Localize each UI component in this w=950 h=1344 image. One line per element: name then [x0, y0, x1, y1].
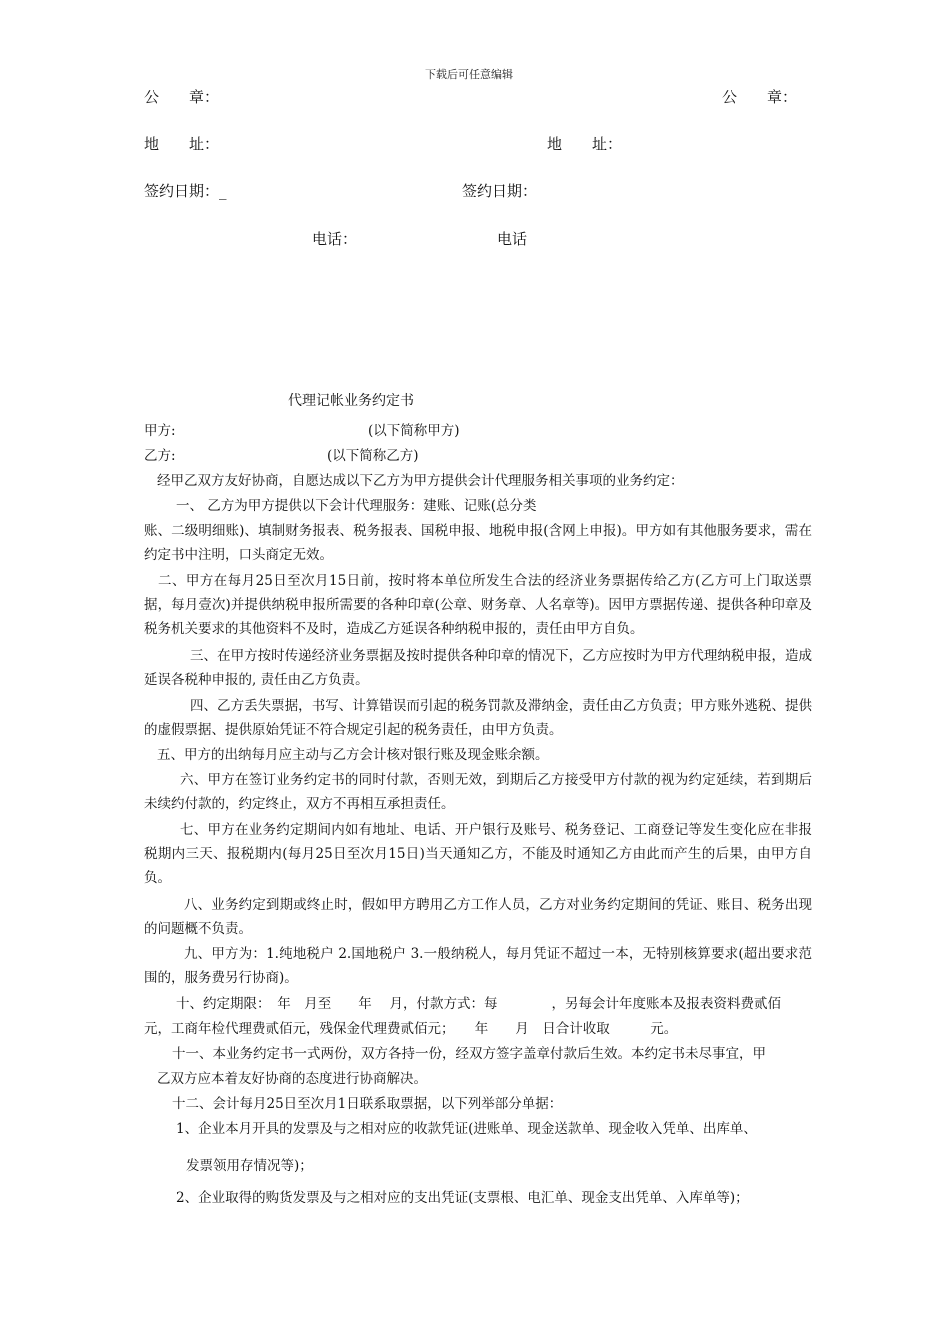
seal-label-right: 公 章： — [722, 88, 798, 106]
sign-date-label-left: 签约日期：_ — [144, 182, 227, 200]
phone-label-left: 电话： — [312, 230, 358, 248]
phone-label-right: 电话 — [497, 230, 528, 248]
clause-9: 九、甲方为：1.纯地税户 2.国地税户 3.一般纳税人，每月凭证不超过一本，无特别核算要求(超出要求范围的，服务费另行协商)。 — [144, 946, 812, 986]
item-2: 2、企业取得的购货发票及与之相对应的支出凭证(支票根、电汇单、现金支出凭单、入库单等)； — [176, 1190, 749, 1206]
clause-6: 六、甲方在签订业务约定书的同时付款，否则无效，到期后乙方接受甲方付款的视为约定延续，若到期后未续约付款的，约定终止，双方不再相互承担责任。 — [144, 772, 812, 812]
item-1-line-2: 发票领用存情况等)； — [186, 1158, 313, 1174]
clause-8: 八、业务约定到期或终止时，假如甲方聘用乙方工作人员，乙方对业务约定期间的凭证、账目、税务出现的问题概不负责。 — [144, 897, 812, 937]
clause-1-first-line: 一、 乙方为甲方提供以下会计代理服务：建账、记账(总分类 — [176, 498, 537, 514]
clause-4: 四、乙方丢失票据，书写、计算错误而引起的税务罚款及滞纳金，责任由乙方负责；甲方账外逃税、提供的虚假票据、提供原始凭证不符合规定引起的税务责任，由甲方负责。 — [144, 698, 812, 738]
party-a-note: (以下简称甲方) — [368, 423, 460, 439]
party-b-label: 乙方: — [144, 448, 176, 464]
clause-3: 三、在甲方按时传递经济业务票据及按时提供各种印章的情况下，乙方应按时为甲方代理纳税申报，造成延误各税种申报的, 责任由乙方负责。 — [144, 648, 812, 688]
clause-7: 七、甲方在业务约定期间内如有地址、电话、开户银行及账号、税务登记、工商登记等发生变化应在非报税期内三天、报税期内(每月25日至次月15日)当天通知乙方，不能及时通知乙方由此而产生的后果，由甲方自负。 — [144, 822, 812, 886]
document-title: 代理记帐业务约定书 — [288, 393, 414, 409]
clause-10-line-1: 十、约定期限： 年 月至 年 月，付款方式：每 ，另每会计年度账本及报表资料费贰佰 — [176, 996, 782, 1012]
clause-2: 二、甲方在每月25日至次月15日前，按时将本单位所发生合法的经济业务票据传给乙方(乙方可上门取送票据，每月壹次)并提供纳税申报所需要的各种印章(公章、财务章、人名章等)。因甲方票据传递、提供各种印章及税务机关要求的其他资料不及时，造成乙方延误各种纳税申报的，责任由甲方自负。 — [144, 573, 812, 637]
seal-label-left: 公 章： — [144, 88, 220, 106]
party-a-label: 甲方: — [144, 423, 176, 439]
header-note: 下载后可任意编辑 — [425, 68, 513, 81]
clause-5: 五、甲方的出纳每月应主动与乙方会计核对银行账及现金账余额。 — [157, 747, 549, 763]
sign-date-label-right: 签约日期： — [462, 182, 538, 200]
item-1-line-1: 1、企业本月开具的发票及与之相对应的收款凭证(进账单、现金送款单、现金收入凭单、出库单、 — [176, 1121, 757, 1137]
clause-10-line-2: 元，工商年检代理费贰佰元，残保金代理费贰佰元； 年 月 日合计收取 元。 — [144, 1021, 678, 1037]
clause-11-line-1: 十一、本业务约定书一式两份，双方各持一份，经双方签字盖章付款后生效。本约定书未尽事宜，甲 — [172, 1046, 766, 1062]
party-b-note: (以下简称乙方) — [327, 448, 419, 464]
clause-1-continuation: 账、二级明细账)、填制财务报表、税务报表、国税申报、地税申报(含网上申报)。甲方如有其他服务要求，需在约定书中注明，口头商定无效。 — [144, 523, 812, 563]
address-label-left: 地 址： — [144, 135, 220, 153]
intro-paragraph: 经甲乙双方友好协商，自愿达成以下乙方为甲方提供会计代理服务相关事项的业务约定： — [157, 473, 684, 489]
clause-12: 十二、会计每月25日至次月1日联系取票据，以下列举部分单据： — [172, 1096, 563, 1112]
address-label-right: 地 址： — [547, 135, 623, 153]
clause-11-line-2: 乙双方应本着友好协商的态度进行协商解决。 — [157, 1071, 427, 1087]
